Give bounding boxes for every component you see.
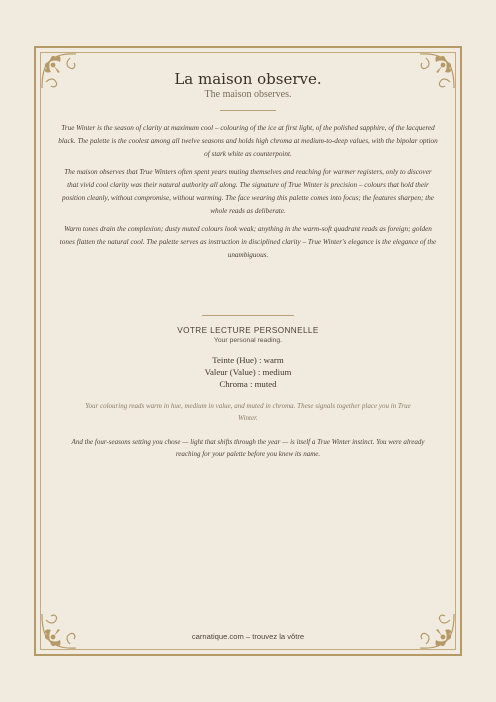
corner-ornament-bottom-right-icon: [414, 608, 460, 654]
title-divider: [220, 110, 276, 111]
document-content: [58, 66, 438, 460]
body-paragraph: Warm tones drain the complexion; dusty muted colours look weak; anything in the warm-soft quadrant reads as foreign; golden tones flatten the natural cool. The palette serves as instruction in disciplined clarity – True Winter's elegance is the elegance of the unambiguous.: [59, 225, 437, 259]
body-paragraph: True Winter is the season of clarity at maximum cool – colouring of the ice at first light, of the polished sapphire, of the lacquered black. The palette is the coolest among all twelve seasons and holds high chroma at medium-to-deep values, with the bipolar option of stark white as counterpoint.: [58, 124, 438, 158]
closing-paragraph: And the four-seasons setting you chose — light that shifts through the year — is itself a True Winter instinct. You were already reaching for your palette before you knew its name.: [71, 438, 425, 458]
reading-chroma: Chroma : muted: [219, 379, 277, 389]
page-title: La maison observe.: [174, 70, 322, 88]
reading-section-title: VOTRE LECTURE PERSONNELLE: [177, 326, 319, 335]
corner-ornament-bottom-left-icon: [36, 608, 82, 654]
reading-note: Your colouring reads warm in hue, medium in value, and muted in chroma. These signals together place you in True Winter.: [85, 402, 411, 422]
body-paragraph: The maison observes that True Winters often spent years muting themselves and reaching for warmer registers, only to discover that vivid cool clarity was their natural authority all along. The signature of True Winter is precision – colours that hold their position cleanly, without compromise, without warming. The face wearing this palette comes into focus; the features sharpen; the whole reads as deliberate.: [62, 168, 434, 215]
page-subtitle: The maison observes.: [204, 89, 292, 100]
reading-value: Valeur (Value) : medium: [204, 367, 292, 377]
reading-section-subtitle: Your personal reading.: [213, 337, 283, 344]
reading-hue: Teinte (Hue) : warm: [212, 355, 284, 365]
footer-link[interactable]: carnatique.com – trouvez la vôtre: [191, 632, 305, 641]
section-divider: [202, 315, 294, 316]
